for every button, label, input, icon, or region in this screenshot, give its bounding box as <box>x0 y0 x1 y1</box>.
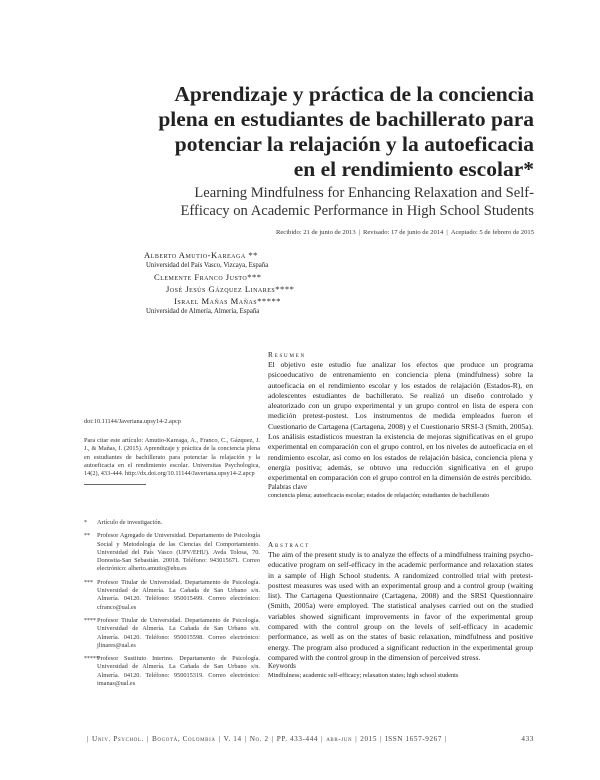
footer-separator: | <box>87 735 90 743</box>
footer-part: ISSN 1657-9267 <box>385 735 443 743</box>
article-title-es <box>74 82 534 182</box>
footer-separator: | <box>271 735 274 743</box>
page-number: 433 <box>521 735 534 743</box>
author-notes <box>84 519 260 693</box>
citation-text: Para citar este artículo: Amutio-Kareaga, A., Franco, C., Gázquez, J. J., & Mañas, I. (2015). Aprendizaje y práctica de la conciencia plena en estudiantes de bachillerato para potenciar la relajación y la autoeficacia en el rendimiento escolar. Universitas Psychologica, 14(2), 433-444. http://dx.doi.org/10.11144/Javeriana.upsy14-2.apcp <box>84 437 260 478</box>
footer-part: 2015 <box>360 735 378 743</box>
submission-dates <box>64 229 534 236</box>
date-separator: | <box>358 229 360 236</box>
footer-separator: | <box>321 735 324 743</box>
article-title-en <box>74 184 534 220</box>
abstract-text: The aim of the present study is to analyze the effects of a mindfulness training psycho-educative program on self-efficacy in the academic performance and relaxation states in a sample of High School students. A randomized controlled trial with pretest-posttest measures was used with an experimental group and a control group (waiting list). The Cartagena Questionnaire (Cartagena, 2008) and the SRSI Questionnaire (Smith, 2005a) were employed. The statistical analyses carried out on the studied variables showed significant improvements in favor of the experimental group compared with the control group on the levels of self-efficacy in academic performance, as well as on the states of basic relaxation, mindfulness and positive energy. The program also produced a significant reduction in the experimental group compared with the control group in the dimension of perceived stress. <box>268 550 533 662</box>
resumen-text: El objetivo este estudio fue analizar los efectos que produce un programa psicoeducativo de entrenamiento en conciencia plena (mindfulness) sobre la autoeficacia en el rendimiento escolar y los estados de relajación (Estados-R), en adolescentes estudiantes de bachillerato. Se realizó un diseño controlado y aleatorizado con un grupo experimental y un grupo control en lista de espera con medición pretest-postest. Los instrumentos de medida empleados fueron el Cuestionario de Cartagena (Cartagena, 2008) y el Cuestionario SRSI-3 (Smith, 2005a). Los análisis estadísticos muestran la existencia de mejoras significativas en el grupo experimental en comparación con el grupo control, en los niveles de autoeficacia en el rendimiento escolar, así como en los estados de relajación básica, conciencia plena y energía positiva; además, se obtuvo una reducción significativa en el grupo experimental en comparación con el grupo control en la dimensión de estrés percibido. <box>268 360 533 483</box>
abstract-section <box>268 541 533 680</box>
footer-separator: | <box>355 735 358 743</box>
author-affiliation: Universidad de Almería, Almería, España <box>146 307 260 315</box>
footnote-mark: * <box>84 520 87 526</box>
author-name: Israel Mañas Mañas***** <box>174 295 282 306</box>
title-en-line: Learning Mindfulness for Enhancing Relaxation and Self- <box>194 185 534 201</box>
resumen-heading: Resumen <box>268 351 306 359</box>
footer-separator: | <box>146 735 149 743</box>
footer-part: PP. 433-444 <box>276 735 319 743</box>
keywords-text: Mindfulness; academic self-efficacy; relaxation states; high school students <box>268 671 459 679</box>
footnote-text: Profesor Titular de Universidad. Departamento de Psicología. Universidad de Almería. La Cañada de San Urbano s/n. Almería. 04120. Teléfono: 950015598. Correo electrónico: jlinares@ual.es <box>97 616 260 649</box>
author-name: José Jesús Gázquez Linares**** <box>166 283 295 294</box>
footnote-mark: ***** <box>84 656 99 663</box>
author-list <box>144 249 444 316</box>
date-separator: | <box>446 229 448 236</box>
revised-date: Revisado: 17 de junio de 2014 <box>362 229 444 236</box>
footer-separator: | <box>218 735 221 743</box>
footnote <box>84 655 260 688</box>
footnote <box>84 579 260 612</box>
author-name: Clemente Franco Justo*** <box>154 271 262 282</box>
accepted-date: Aceptado: 5 de febrero de 2015 <box>450 229 534 236</box>
footnote-text: Profesor Titular de Universidad. Departamento de Psicología. Universidad de Almería. La Cañada de San Urbano s/n. Almería. 04120. Teléfono: 950015499. Correo electrónico: cfranco@ual.es <box>97 578 260 611</box>
abstract-heading: Abstract <box>268 541 311 549</box>
footer-part: No. 2 <box>249 735 269 743</box>
resumen-section <box>268 351 533 501</box>
title-en-line: Efficacy on Academic Performance in High School Students <box>180 203 534 219</box>
footer-part: abr-jun <box>326 735 353 743</box>
author-name: Alberto Amutio-Kareaga ** <box>144 250 258 260</box>
footnote-mark: **** <box>84 617 96 624</box>
footer-separator: | <box>445 735 448 743</box>
author-affiliation: Universidad del País Vasco, Vizcaya, España <box>146 262 269 269</box>
footnote <box>84 532 260 573</box>
title-es-line: plena en estudiantes de bachillerato para <box>158 107 534 131</box>
footnote-text: Profesor Agregado de Universidad. Departamento de Psicología Social y Metodología de las Ciencias del Comportamiento. Universidad del País Vasco (UPV/EHU). Avda Tolosa, 70. Donostia-San Sebastián. 20018. Teléfono: 943015671. Correo electrónico: alberto.amutio@ehu.es <box>97 532 260 573</box>
footer-part: V. 14 <box>223 735 242 743</box>
received-date: Recibido: 21 de junio de 2013 <box>275 229 356 236</box>
title-es-line: Aprendizaje y práctica de la conciencia <box>174 82 534 106</box>
footnote-mark: ** <box>84 533 90 540</box>
footnote-mark: *** <box>84 579 93 586</box>
title-es-line: en el rendimiento escolar* <box>293 157 534 181</box>
footnote-text: Profesor Sustituto Interino. Departamento de Psicología. Universidad de Almería. La Cañada de San Urbano s/n. Almería. 04120. Teléfono: 950015319. Correo electrónico: imanas@ual.es <box>97 655 260 688</box>
footnote-text: Artículo de investigación. <box>97 519 163 526</box>
citation-block <box>84 437 260 485</box>
footnote <box>84 519 260 527</box>
keywords-text: conciencia plena; autoeficacia escolar; estados de relajación; estudiantes de bachillerato <box>268 492 490 500</box>
divider <box>84 484 146 485</box>
footer-part: Univ. Psychol. <box>92 735 144 743</box>
keywords-label: Keywords <box>268 663 296 671</box>
footnote <box>84 617 260 650</box>
keywords-label: Palabras clave <box>268 483 308 491</box>
footer-part: Bogotá, Colombia <box>151 735 216 743</box>
footer-separator: | <box>244 735 247 743</box>
footer-separator: | <box>380 735 383 743</box>
doi-link[interactable]: doi:10.11144/Javeriana.upsy14-2.apcp <box>84 418 181 425</box>
page-footer <box>84 735 534 743</box>
title-es-line: potenciar la relajación y la autoeficacia <box>174 132 534 156</box>
journal-info <box>84 735 450 743</box>
